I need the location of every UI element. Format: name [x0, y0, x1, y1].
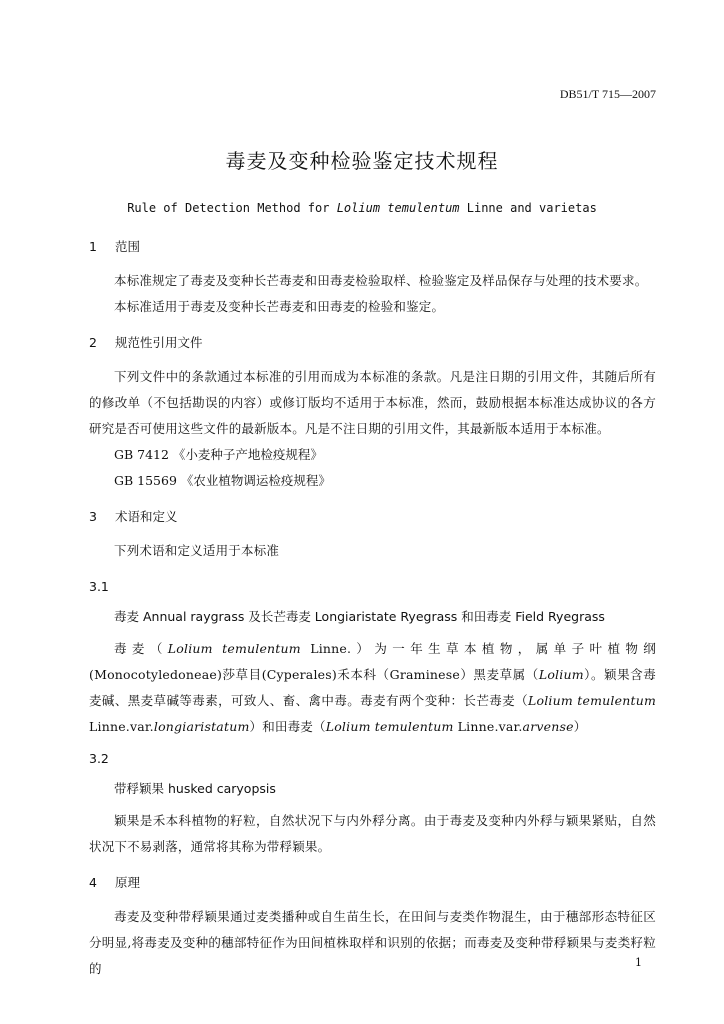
text-run: Linne.）为一年生草本植物，属单子叶植物纲(Monocotyledoneae)莎草目(Cyperales)禾本科（Graminese）黑麦草属（ — [89, 641, 657, 682]
section-title: 规范性引用文件 — [114, 335, 203, 350]
term-definition: 颖果是禾本科植物的籽粒，自然状况下与内外稃分离。由于毒麦及变种内外稃与颖果紧贴，自然状况下不易剥落，通常将其称为带稃颖果。 — [89, 813, 656, 854]
subtitle-species: Lolium temulentum — [336, 201, 460, 215]
subsection-number: 3.2 — [89, 751, 109, 766]
variety-name: arvense — [522, 719, 574, 734]
document-title: 毒麦及变种检验鉴定技术规程 — [225, 149, 499, 173]
section-title: 范围 — [114, 239, 140, 254]
section-number: 4 — [89, 875, 97, 890]
section-heading-1 — [89, 236, 656, 258]
term-title: 毒麦 Annual raygrass 及长芒毒麦 Longiaristate Ryegrass 和田毒麦 Field Ryegrass — [114, 609, 605, 624]
species-name: Lolium temulentum — [325, 719, 454, 734]
subsection-number: 3.1 — [89, 579, 109, 594]
standard-code: DB51/T 715—2007 — [559, 87, 656, 101]
section-number: 3 — [89, 509, 97, 524]
page-number: 1 — [635, 956, 642, 969]
variety-name: longiaristatum — [153, 719, 250, 734]
section-number: 2 — [89, 335, 97, 350]
paragraph: 下列术语和定义适用于本标准 — [114, 543, 280, 558]
species-name: Lolium temulentum — [527, 693, 656, 708]
reference-item: GB 15569 《农业植物调运检疫规程》 — [114, 473, 331, 488]
text-run: ）和田毒麦（ — [249, 719, 326, 734]
section-heading-4 — [89, 872, 656, 894]
subtitle-suffix: Linne and varietas — [459, 201, 597, 215]
section-heading-2 — [89, 332, 656, 354]
genus-name: Lolium — [538, 667, 584, 682]
paragraph: 本标准规定了毒麦及变种长芒毒麦和田毒麦检验取样、检验鉴定及样品保存与处理的技术要求。 — [114, 273, 648, 288]
document-body — [89, 236, 656, 982]
species-name: Lolium temulentum — [167, 641, 301, 656]
text-run: ） — [573, 719, 587, 734]
text-run: ）。颖果含毒麦碱、黑麦草碱等毒素，可致人、畜、禽中毒。毒麦有两个变种：长芒毒麦（ — [89, 667, 657, 708]
paragraph: 下列文件中的条款通过本标准的引用而成为本标准的条款。凡是注日期的引用文件，其随后所有的修改单（不包括勘误的内容）或修订版均不适用于本标准，然而，鼓励根据本标准达成协议的各方研究是否可使用这些文件的最新版本。凡是不注日期的引用文件，其最新版本适用于本标准。 — [89, 369, 656, 436]
document-subtitle — [0, 201, 724, 215]
section-title: 术语和定义 — [114, 509, 178, 524]
section-title: 原理 — [114, 875, 140, 890]
paragraph: 本标准适用于毒麦及变种长芒毒麦和田毒麦的检验和鉴定。 — [114, 299, 445, 314]
subtitle-prefix: Rule of Detection Method for — [127, 201, 337, 215]
text-run: Linne.var. — [89, 719, 154, 734]
section-number: 1 — [89, 239, 97, 254]
term-title: 带稃颖果 husked caryopsis — [114, 781, 276, 796]
reference-item: GB 7412 《小麦种子产地检疫规程》 — [114, 447, 323, 462]
text-run: 毒麦（ — [114, 641, 168, 656]
section-heading-3 — [89, 506, 656, 528]
text-run: Linne.var. — [453, 719, 523, 734]
term-definition — [89, 636, 656, 740]
paragraph: 毒麦及变种带稃颖果通过麦类播种或自生苗生长，在田间与麦类作物混生，由于穗部形态特征区分明显,将毒麦及变种的穗部特征作为田间植株取样和识别的依据；而毒麦及变种带稃颖果与麦类籽粒的 — [89, 909, 656, 976]
